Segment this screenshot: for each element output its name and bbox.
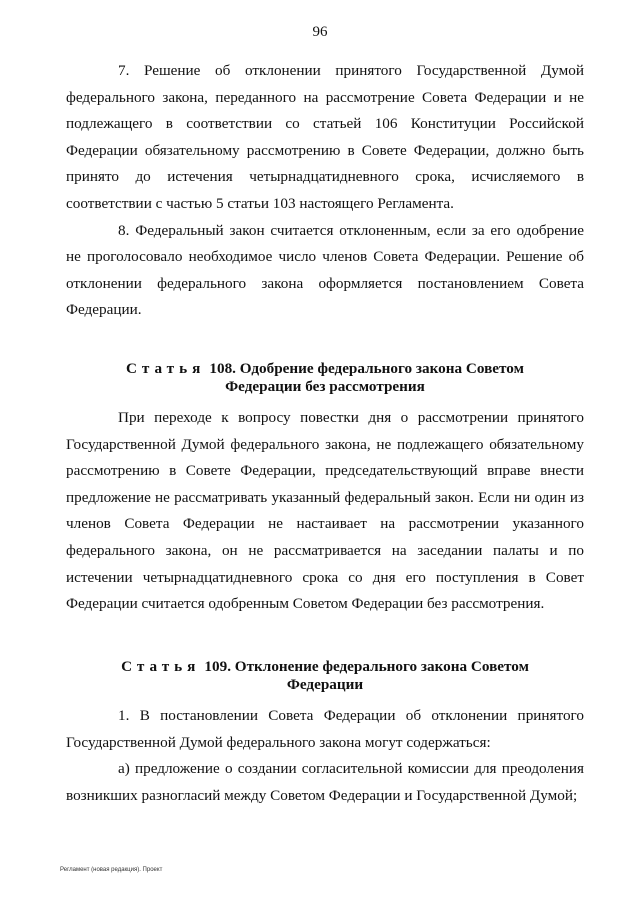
article-109-heading — [66, 658, 584, 694]
article-108-heading-line1 — [66, 360, 584, 378]
article-108-body — [66, 405, 584, 618]
article-108-paragraph: При переходе к вопросу повестки дня о рассмотрении принятого Государственной Думой федерального закона, не подлежащего обязательному рассмотрению в Совете Федерации, председательствующий вправе внести предложение не рассматривать указанный федеральный закон. Если ни один из членов Совета Федерации не настаивает на рассмотрении указанного федерального закона, он не рассматривается на заседании палаты и по истечении четырнадцатидневного срока со дня его поступления в Совет Федерации считается одобренным Советом Федерации без рассмотрения. — [66, 409, 584, 613]
article-108-heading — [66, 360, 584, 396]
article-108-title: 108. Одобрение федерального закона Советом — [209, 360, 524, 377]
article-label: Статья — [121, 658, 201, 675]
article-label: Статья — [126, 360, 206, 377]
article-109-item-a: а) предложение о создании согласительной комиссии для преодоления возникших разногласий между Советом Федерации и Государственной Думой; — [66, 760, 584, 804]
article-109-heading-line2: Федерации — [286, 676, 364, 693]
page-number: 96 — [312, 24, 328, 40]
paragraph-7: 7. Решение об отклонении принятого Государственной Думой федерального закона, переданного на рассмотрение Совета Федерации и не подлежащего в соответствии со статьей 106 Конституции Российской Федерации обязательному рассмотрению в Совете Федерации, должно быть принято до истечения четырнадцатидневного срока, исчисляемого в соответствии с частью 5 статьи 103 настоящего Регламента. — [66, 62, 584, 212]
article-109-title: 109. Отклонение федерального закона Советом — [204, 658, 529, 675]
paragraph-8: 8. Федеральный закон считается отклоненным, если за его одобрение не проголосовало необходимое число членов Совета Федерации. Решение об отклонении федерального закона оформляется постановлением Совета Федерации. — [66, 221, 584, 319]
paragraph-block-1 — [66, 58, 584, 324]
article-109-heading-line1 — [66, 658, 584, 676]
article-108-heading-line2: Федерации без рассмотрения — [225, 378, 425, 395]
article-109-paragraph-1: 1. В постановлении Совета Федерации об отклонении принятого Государственной Думой федерального закона могут содержаться: — [66, 707, 584, 751]
article-109-body — [66, 703, 584, 809]
footer-note: Регламент (новая редакция). Проект — [60, 867, 163, 873]
